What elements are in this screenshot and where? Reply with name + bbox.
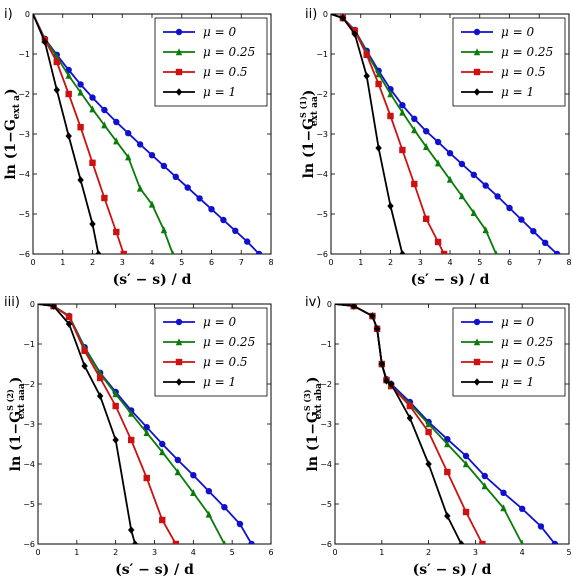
x-tick-label: 3 — [151, 548, 158, 557]
x-tick-label: 4 — [447, 258, 453, 267]
y-tick-label: −2 — [23, 380, 35, 389]
data-point — [54, 59, 60, 65]
data-point — [375, 81, 381, 87]
x-tick-label: 5 — [179, 258, 185, 267]
data-point — [173, 541, 179, 547]
legend — [155, 308, 267, 396]
data-point — [77, 124, 83, 130]
x-tick-label: 6 — [268, 548, 274, 557]
data-point — [552, 541, 558, 547]
x-tick-label: 5 — [229, 548, 235, 557]
panel-2 — [298, 7, 572, 288]
y-tick-label: −5 — [316, 210, 328, 219]
x-tick-label: 2 — [426, 548, 432, 557]
legend-swatch-marker — [474, 69, 480, 75]
data-point — [89, 160, 95, 166]
data-point — [208, 206, 214, 212]
x-tick-label: 6 — [208, 258, 215, 267]
y-axis-label-main: ln (1−G — [301, 117, 317, 179]
data-point — [128, 437, 134, 443]
x-tick-label: 5 — [566, 548, 572, 557]
x-tick-label: 3 — [119, 258, 125, 267]
y-axis-label-sub: ext a — [12, 94, 22, 120]
data-point — [482, 473, 488, 479]
legend-label: μ = 1 — [203, 85, 237, 99]
x-tick-label: 0 — [30, 258, 36, 267]
legend-label: μ = 1 — [203, 375, 237, 389]
data-point — [101, 195, 107, 201]
y-axis-label-sup: S (1) — [298, 96, 308, 118]
data-point — [144, 475, 150, 481]
data-point — [483, 182, 489, 188]
legend-label: μ = 0.5 — [203, 355, 248, 369]
series-line — [38, 304, 135, 544]
data-point — [387, 113, 393, 119]
data-point — [387, 202, 393, 210]
legend-swatch-marker — [176, 359, 182, 365]
x-tick-label: 4 — [149, 258, 155, 267]
data-point — [463, 509, 469, 515]
x-tick-label: 1 — [379, 548, 385, 557]
y-tick-label: 0 — [24, 10, 30, 19]
data-point — [159, 441, 165, 447]
panel-label: i) — [4, 7, 13, 22]
data-point — [81, 348, 87, 354]
data-point — [113, 229, 119, 235]
data-point — [364, 52, 370, 58]
y-axis-label-main: ln (1−G — [8, 410, 24, 472]
data-point — [471, 172, 477, 178]
data-point — [221, 504, 227, 510]
x-tick-label: 2 — [113, 548, 119, 557]
data-point — [407, 403, 413, 409]
legend-label: μ = 0.5 — [203, 65, 248, 79]
data-point — [137, 185, 143, 192]
data-point — [441, 251, 447, 257]
x-tick-label: 2 — [387, 258, 394, 267]
data-point — [463, 453, 469, 459]
y-axis-label-sub: ext aba — [314, 383, 324, 420]
data-point — [66, 314, 72, 320]
data-point — [518, 216, 524, 222]
x-tick-label: 3 — [417, 258, 423, 267]
x-tick-label: 7 — [238, 258, 244, 267]
data-point — [411, 181, 417, 187]
panel-label: iv) — [305, 295, 322, 310]
data-point — [112, 403, 118, 409]
legend — [453, 308, 565, 396]
data-point — [237, 521, 243, 527]
y-tick-label: 0 — [29, 300, 35, 309]
series-line — [335, 304, 461, 544]
data-point — [425, 429, 431, 435]
y-axis-label-sub: ext aaa — [17, 383, 27, 420]
data-point — [185, 184, 191, 190]
x-tick-label: 8 — [268, 258, 274, 267]
data-point — [435, 139, 441, 145]
y-tick-label: −5 — [23, 500, 35, 509]
y-axis-label-tail: ) — [8, 376, 24, 384]
panel-label: ii) — [305, 7, 318, 22]
data-point — [196, 195, 202, 201]
x-tick-label: 0 — [332, 548, 338, 557]
legend — [155, 18, 267, 106]
y-axis-label-main: ln (1−G — [3, 119, 19, 180]
y-axis-label-tail: ) — [305, 376, 321, 384]
y-axis-label-sub: ext aa — [310, 96, 320, 127]
y-tick-label: −3 — [316, 130, 328, 139]
legend-label: μ = 0.25 — [501, 335, 554, 349]
data-point — [125, 130, 131, 136]
y-tick-label: −6 — [23, 540, 35, 549]
legend-swatch-marker — [176, 69, 182, 75]
data-point — [128, 526, 134, 534]
y-tick-label: −1 — [316, 50, 328, 59]
series-4 — [335, 302, 465, 548]
x-tick-label: 4 — [190, 548, 196, 557]
x-axis-label: (s′ − s) / d — [412, 562, 492, 578]
y-tick-label: −3 — [18, 130, 30, 139]
y-axis-label — [298, 90, 320, 179]
data-point — [435, 239, 441, 245]
y-axis-label-sup: S (3) — [302, 389, 312, 412]
legend-label: μ = 0.5 — [501, 355, 546, 369]
x-tick-label: 6 — [506, 258, 513, 267]
data-point — [77, 176, 83, 184]
y-tick-label: −5 — [18, 210, 30, 219]
data-point — [101, 107, 107, 113]
legend-label: μ = 0.25 — [203, 335, 256, 349]
data-point — [89, 220, 95, 228]
x-tick-label: 1 — [358, 258, 364, 267]
legend-label: μ = 0 — [501, 25, 535, 39]
panel-3 — [4, 295, 274, 578]
panel-label: iii) — [4, 295, 20, 310]
legend-label: μ = 0 — [203, 315, 237, 329]
data-point — [375, 144, 381, 152]
data-point — [479, 541, 485, 547]
y-tick-label: −4 — [23, 460, 35, 469]
y-tick-label: −3 — [320, 420, 332, 429]
legend-label: μ = 0.25 — [203, 45, 256, 59]
panel-1 — [3, 7, 274, 288]
y-axis-label-main: ln (1−G — [305, 411, 321, 472]
data-point — [149, 152, 155, 158]
x-tick-label: 7 — [536, 258, 542, 267]
data-point — [423, 128, 429, 134]
x-axis-label: (s′ − s) / d — [112, 272, 192, 288]
y-axis-label-sup: S (2) — [5, 389, 15, 411]
data-point — [54, 86, 60, 94]
data-point — [554, 251, 560, 257]
data-point — [519, 506, 525, 512]
legend-label: μ = 0.25 — [501, 45, 554, 59]
y-tick-label: −4 — [18, 170, 30, 179]
data-point — [132, 540, 138, 548]
data-point — [137, 141, 143, 147]
data-point — [411, 116, 417, 122]
x-tick-label: 4 — [519, 548, 525, 557]
data-point — [423, 216, 429, 222]
series-4 — [38, 302, 138, 548]
x-axis-label: (s′ − s) / d — [115, 562, 194, 578]
data-point — [506, 205, 512, 211]
y-tick-label: 0 — [326, 300, 332, 309]
data-point — [190, 472, 196, 478]
data-point — [97, 375, 103, 381]
data-point — [95, 250, 101, 258]
data-point — [494, 193, 500, 199]
data-point — [500, 490, 506, 496]
data-point — [113, 119, 119, 125]
data-point — [121, 251, 127, 257]
data-point — [425, 460, 431, 468]
legend-swatch-marker — [176, 319, 182, 325]
data-point — [159, 517, 165, 523]
x-tick-label: 2 — [89, 258, 96, 267]
data-point — [459, 161, 465, 167]
data-point — [66, 91, 72, 97]
y-tick-label: −2 — [316, 90, 328, 99]
data-point — [444, 469, 450, 475]
y-tick-label: 0 — [322, 10, 328, 19]
data-point — [364, 72, 370, 80]
legend-label: μ = 0 — [203, 25, 237, 39]
data-point — [399, 147, 405, 153]
legend-label: μ = 0 — [501, 315, 535, 329]
x-tick-label: 5 — [477, 258, 483, 267]
series-4 — [33, 14, 102, 258]
y-axis-label-tail: ) — [3, 88, 19, 95]
y-tick-label: −1 — [18, 50, 30, 59]
data-point — [232, 228, 238, 234]
data-point — [256, 251, 262, 257]
x-tick-label: 1 — [60, 258, 66, 267]
data-point — [89, 94, 95, 100]
y-tick-label: −6 — [316, 250, 328, 259]
legend-label: μ = 1 — [501, 85, 535, 99]
data-point — [173, 174, 179, 180]
data-point — [220, 217, 226, 223]
panel-4 — [302, 295, 572, 578]
data-point — [244, 238, 250, 244]
legend-swatch-marker — [474, 359, 480, 365]
data-point — [112, 436, 118, 444]
y-tick-label: −1 — [320, 340, 332, 349]
y-tick-label: −3 — [23, 420, 35, 429]
y-tick-label: −4 — [316, 170, 328, 179]
x-tick-label: 0 — [328, 258, 334, 267]
y-axis-label — [302, 376, 324, 471]
legend-swatch-marker — [474, 319, 480, 325]
y-tick-label: −6 — [320, 540, 332, 549]
legend-label: μ = 0.5 — [501, 65, 546, 79]
data-point — [538, 523, 544, 529]
x-tick-label: 0 — [35, 548, 41, 557]
data-point — [161, 163, 167, 169]
data-point — [542, 240, 548, 246]
y-tick-label: −2 — [320, 380, 332, 389]
data-point — [248, 541, 254, 547]
data-point — [66, 132, 72, 140]
data-point — [206, 488, 212, 494]
y-tick-label: −2 — [18, 90, 30, 99]
series-line — [33, 14, 98, 254]
x-tick-label: 3 — [472, 548, 478, 557]
x-axis-label: (s′ − s) / d — [410, 272, 490, 288]
x-tick-label: 1 — [74, 548, 80, 557]
y-tick-label: −4 — [320, 460, 332, 469]
data-point — [77, 81, 83, 87]
data-point — [399, 250, 405, 258]
x-tick-label: 8 — [566, 258, 572, 267]
legend — [453, 18, 565, 106]
y-axis-label — [5, 377, 27, 472]
y-tick-label: −1 — [23, 340, 35, 349]
data-point — [447, 150, 453, 156]
y-tick-label: −6 — [18, 250, 30, 259]
legend-swatch-marker — [474, 29, 480, 35]
data-point — [530, 228, 536, 234]
legend-label: μ = 1 — [501, 375, 535, 389]
y-axis-label-tail: ) — [301, 89, 317, 97]
data-point — [175, 457, 181, 463]
y-tick-label: −5 — [320, 500, 332, 509]
legend-swatch-marker — [176, 29, 182, 35]
